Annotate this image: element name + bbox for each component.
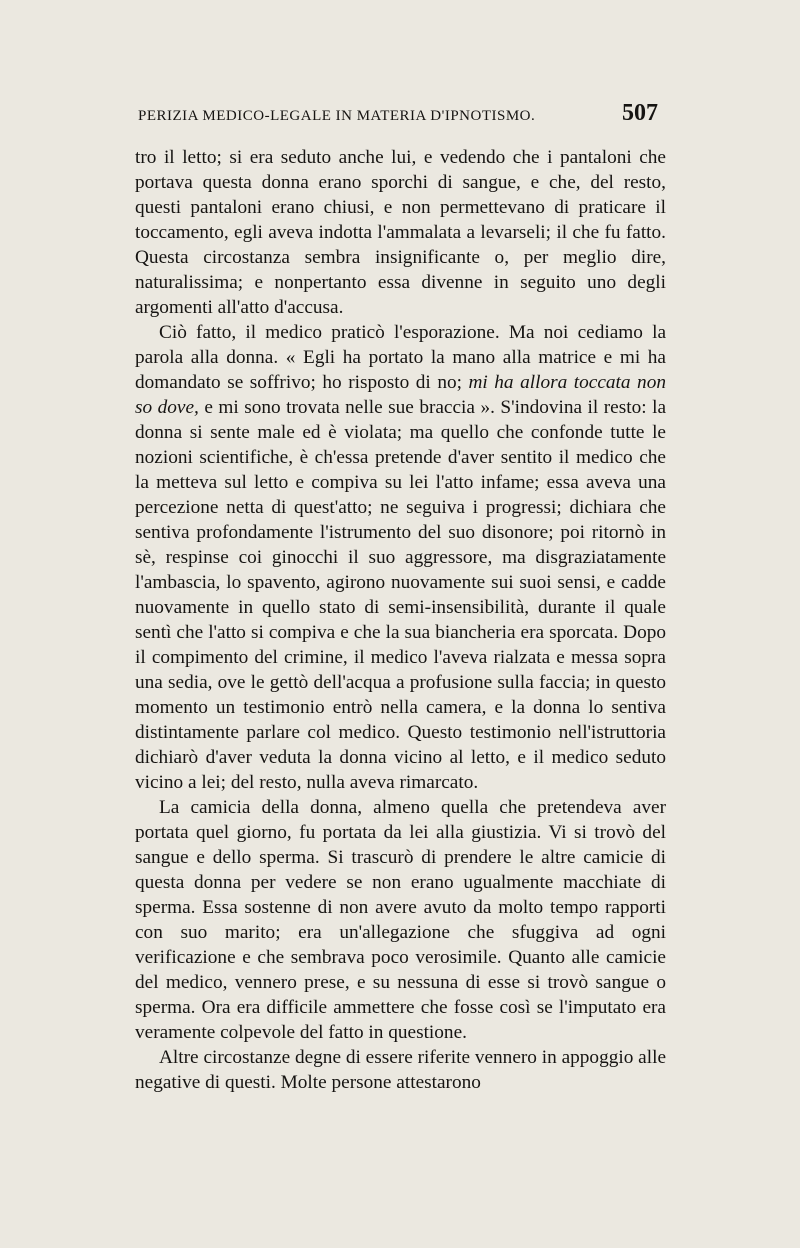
paragraph-4 (135, 1045, 666, 1095)
paragraph-4-text: Altre circostanze degne di essere riferite vennero in appoggio alle negative di questi. Molte persone attestarono (135, 1047, 666, 1093)
paragraph-2-text-a: Ciò fatto, il medico praticò l'esporazione. Ma noi cediamo la parola alla donna. « Egli ha portato la mano alla matrice e mi ha domandato se soffrivo; ho risposto di no; (135, 322, 666, 393)
body-text (135, 145, 666, 1095)
paragraph-2-text-b: e mi sono trovata nelle sue braccia ». S'indovina il resto: la donna si sente male ed è violata; ma quello che confonde tutte le nozioni scientifiche, è ch'essa pretende d'aver sentito il medico che la metteva sul letto e compiva su lei l'atto infame; essa aveva una percezione netta di quest'atto; ne seguiva i progressi; dichiara che sentiva profondamente l'istrumento del suo disonore; poi ritornò in sè, respinse coi ginocchi il suo aggressore, ma disgraziatamente l'ambascia, lo spavento, agirono nuovamente sui suoi sensi, e cadde nuovamente in quello stato di semi-insensibilità, durante il quale sentì che l'atto si compiva e che la sua biancheria era sporcata. Dopo il compimento del crimine, il medico l'aveva rialzata e messa sopra una sedia, ove le gettò dell'acqua a profusione sulla faccia; in questo momento un testimonio entrò nella camera, e la donna lo sentiva distintamente parlare col medico. Questo testimonio nell'istruttoria dichiarò d'aver veduta la donna vicino al letto, e il medico seduto vicino a lei; del resto, nulla aveva rimarcato. (135, 397, 666, 793)
paragraph-1-text: tro il letto; si era seduto anche lui, e vedendo che i pantaloni che portava questa donna erano sporchi di sangue, e che, del resto, questi pantaloni erano chiusi, e non permettevano di praticare il toccamento, egli aveva indotta l'ammalata a levarseli; il che fu fatto. Questa circostanza sembra insignificante o, per meglio dire, naturalissima; e nonpertanto essa divenne in seguito uno degli argomenti all'atto d'accusa. (135, 147, 666, 318)
paragraph-3-text: La camicia della donna, almeno quella che pretendeva aver portata quel giorno, fu portata da lei alla giustizia. Vi si trovò del sangue e dello sperma. Si trascurò di prendere le altre camicie di questa donna per vedere se non erano ugualmente macchiate di sperma. Essa sostenne di non avere avuto da molto tempo rapporti con suo marito; era un'allegazione che sfuggiva ad ogni verificazione e che sembrava poco verosimile. Quanto alle camicie del medico, vennero prese, e su nessuna di esse si trovò sangue o sperma. Ora era difficile ammettere che fosse così se l'imputato era veramente colpevole del fatto in questione. (135, 797, 666, 1043)
paragraph-1 (135, 145, 666, 320)
header-title: PERIZIA MEDICO-LEGALE IN MATERIA D'IPNOTISMO. (138, 108, 536, 124)
page-number: 507 (622, 100, 658, 126)
running-header (138, 100, 658, 127)
paragraph-2-italic-phrase: mi ha allora toccata non so dove, (135, 372, 666, 418)
paragraph-3 (135, 795, 666, 1045)
paragraph-2 (135, 320, 666, 795)
